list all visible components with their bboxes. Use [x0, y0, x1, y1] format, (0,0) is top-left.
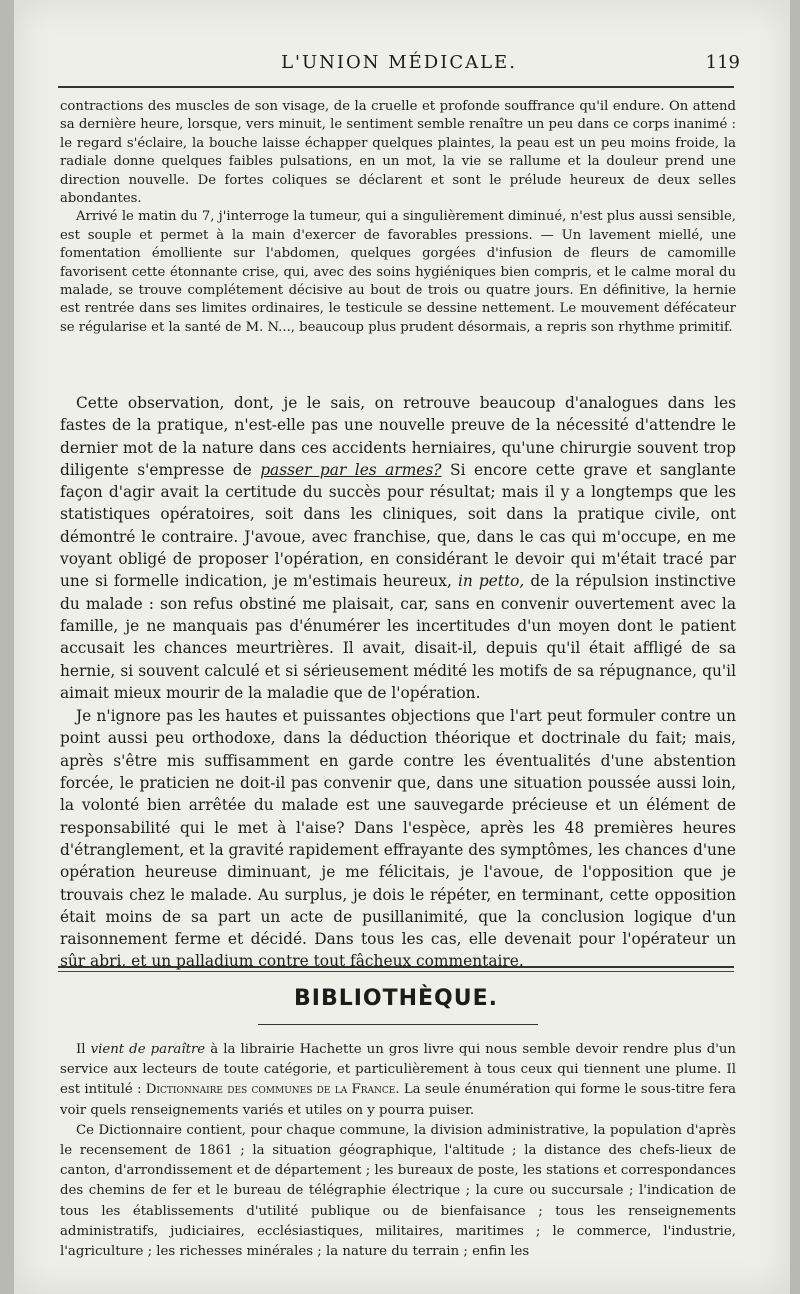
case-report — [60, 98, 736, 337]
discussion-paragraph: Je n'ignore pas les hautes et puissantes objections que l'art peut formuler contre un point aussi peu orthodoxe, dans la déduction théorique et doctrinale du fait; mais, après s'être mis suffisamment en garde contre les éventualités d'une abstention forcée, le praticien ne doit-il pas convenir que, dans une situation poussée aussi loin, la volonté bien arrêtée du malade est une sauvegarde précieuse et un élément de responsabilité qui le met à l'aise? Dans l'espèce, après les 48 premières heures d'étranglement, et la gravité rapidement effrayante des symptômes, les chances d'une opération heureuse diminuant, je me félicitais, je l'avoue, de l'opposition que je trouvais chez le malade. Au surplus, je dois le répéter, en terminant, cette opposition était moins de sa part un acte de pusillanimité, que la conclusion logique d'un raisonnement ferme et décidé. Dans tous les cas, elle devenait pour l'opérateur un sûr abri, et un palladium contre tout fâcheux commentaire. — [60, 707, 736, 971]
case-report-paragraph: Arrivé le matin du 7, j'interroge la tumeur, qui a singulièrement diminué, n'est plus aussi sensible, est souple et permet à la main d'exercer de favorables pressions. — Un lavement miellé, une fomentation émolliente sur l'abdomen, quelques gorgées d'infusion de fleurs de camomille favorisent cette étonnante crise, qui, avec des soins hygiéniques bien compris, et le calme moral du malade, se trouve complétement décisive au bout de trois ou quatre jours. En définitive, la hernie est rentrée dans ses limites ordinaires, le testicule se dessine nettement. Le mouvement défécateur se régularise et la santé de M. N..., beaucoup plus prudent désormais, a repris son rhythme primitif. — [60, 209, 736, 335]
text-run: de la répulsion instinctive du malade : son refus obstiné me plaisait, car, sans en convenir ouvertement avec la famille, je ne manquais pas d'énumérer les incertitudes d'un moyen dont le patient accusait les chances meurtrières. Il avait, disait-il, depuis qu'il était affligé de sa hernie, si souvent calculé et si sérieusement médité les motifs de sa répugnance, qu'il aimait mieux mourir de la maladie que de l'opération. — [60, 572, 736, 702]
section-rule-thin — [58, 971, 734, 972]
running-title: L'UNION MÉDICALE. — [281, 52, 517, 73]
section-title-underline — [258, 1024, 538, 1025]
bibliotheque-paragraph: Ce Dictionnaire contient, pour chaque commune, la division administrative, la population d'après le recensement de 1861 ; la situation géographique, l'altitude ; la distance des chefs-lieux de canton, d'arrondissement et de département ; les bureaux de poste, les stations et correspondances des chemins de fer et le bureau de télégraphie électrique ; la cure ou succursale ; l'indication de tous les établissements d'utilité publique ou de bienfaisance ; tous les renseignements administratifs, judiciaires, ecclésiastiques, militaires, maritimes ; le commerce, l'industrie, l'agriculture ; les richesses minérales ; la nature du terrain ; enfin les — [60, 1122, 736, 1260]
discussion-paragraph — [60, 392, 736, 704]
page-number: 119 — [705, 52, 740, 73]
journal-page — [14, 0, 790, 1294]
bibliotheque-paragraph — [60, 1040, 736, 1121]
text-run: Cette observation, dont, je le sais, on retrouve beaucoup d'analogues dans les fastes de la pratique, n'est-elle pas une nouvelle preuve de la nécessité d'attendre le dernier mot de la nature dans ces accidents herniaires, qu'une chirurgie souvent trop diligente s'empresse de — [60, 394, 736, 479]
header-rule — [58, 86, 734, 88]
discussion — [60, 392, 736, 973]
section-rule — [58, 966, 734, 968]
italic-phrase: vient de paraître — [90, 1042, 206, 1057]
bibliotheque-text — [60, 1040, 736, 1262]
section-title: BIBLIOTHÈQUE. — [293, 986, 499, 1011]
text-run: Il — [76, 1042, 91, 1057]
italic-phrase: passer par les armes? — [260, 460, 442, 479]
case-report-paragraph: contractions des muscles de son visage, de la cruelle et profonde souffrance qu'il endure. On attend sa dernière heure, lorsque, vers minuit, le sentiment semble renaître un peu dans ce corps inanimé : le regard s'éclaire, la bouche laisse échapper quelques plaintes, la peau est un peu moins froide, la radiale donne quelques faibles pulsations, en un mot, la vie se rallume et la douleur prend une direction nouvelle. De fortes coliques se déclarent et sont le prélude heureux de deux selles abondantes. — [60, 99, 736, 207]
page-header — [54, 48, 744, 78]
italic-phrase: in petto, — [457, 572, 525, 591]
text-run: . La seule énumération qui forme le sous-titre fera voir quels renseignements variés et utiles on y pourra puiser. — [60, 1082, 737, 1118]
text-run: Si encore cette grave et sanglante façon d'agir avait la certitude du succès pour résultat; mais il y a longtemps que les statistiques opératoires, soit dans les cliniques, soit dans la pratique civile, ont démontré le contraire. J'avoue, avec franchise, que, dans le cas qui m'occupe, en me voyant obligé de proposer l'opération, en considérant le devoir qui m'était tracé par une si formelle indication, je m'estimais heureux, — [60, 460, 736, 591]
book-title: Dictionnaire des communes de la France — [145, 1082, 396, 1098]
text-run: à la librairie Hachette un gros livre qui nous semble devoir rendre plus d'un service aux lecteurs de toute catégorie, et particulièrement à tous ceux qui tiennent une plume. Il est intitulé : — [60, 1042, 737, 1098]
